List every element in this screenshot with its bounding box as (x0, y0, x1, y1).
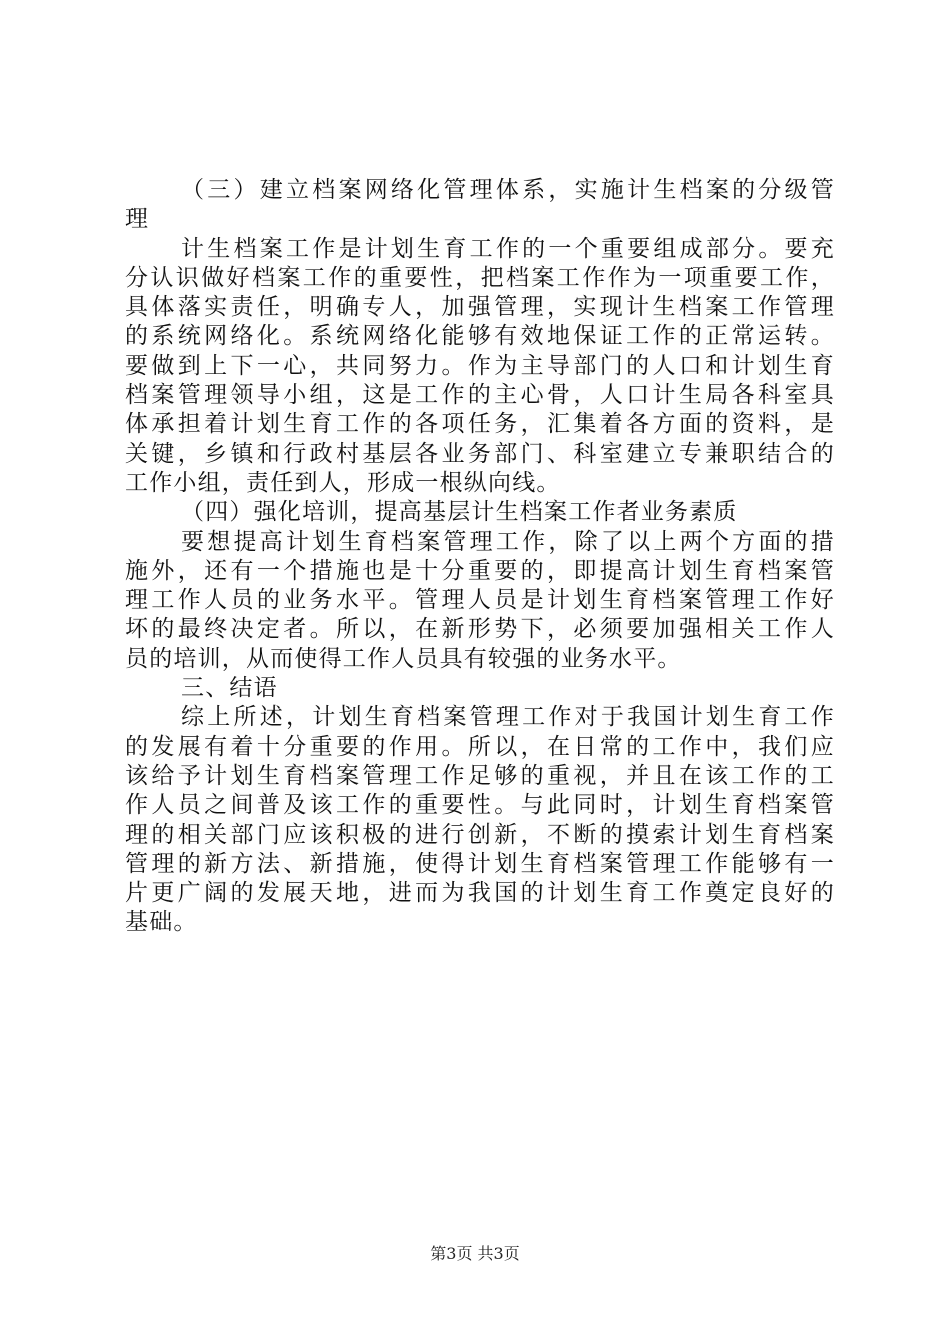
text-line: 理 (125, 206, 150, 233)
heading-4 (125, 498, 835, 527)
text-line: 施外，还有一个措施也是十分重要的，即提高计划生育档案管 (125, 557, 835, 584)
text-line: 分认识做好档案工作的重要性，把档案工作作为一项重要工作， (125, 264, 835, 291)
page-number-label: 第3页 共3页 (430, 1244, 520, 1263)
text-line: 基础。 (125, 909, 198, 936)
paragraph-3 (125, 235, 835, 499)
text-line: 作人员之间普及该工作的重要性。与此同时，计划生育档案管 (125, 792, 835, 819)
text-line: 体承担着计划生育工作的各项任务，汇集着各方面的资料，是 (125, 411, 835, 438)
text-line: 的发展有着十分重要的作用。所以，在日常的工作中，我们应 (125, 733, 835, 760)
text-line: 工作小组，责任到人，形成一根纵向线。 (125, 469, 561, 496)
text-line: 理工作人员的业务水平。管理人员是计划生育档案管理工作好 (125, 587, 835, 614)
text-line: 档案管理领导小组，这是工作的主心骨，人口计生局各科室具 (125, 382, 835, 409)
text-line: 计生档案工作是计划生育工作的一个重要组成部分。要充 (181, 235, 835, 262)
text-line: 的系统网络化。系统网络化能够有效地保证工作的正常运转。 (125, 323, 835, 350)
text-line: 坏的最终决定者。所以，在新形势下，必须要加强相关工作人 (125, 616, 835, 643)
page-footer (0, 1244, 950, 1264)
text-line: （四）强化培训，提高基层计生档案工作者业务素质 (181, 499, 738, 526)
document-body (125, 176, 835, 938)
paragraph-4 (125, 528, 835, 674)
text-line: 要做到上下一心，共同努力。作为主导部门的人口和计划生育 (125, 352, 835, 379)
text-line: 三、结语 (181, 675, 278, 702)
text-line: 关键，乡镇和行政村基层各业务部门、科室建立专兼职结合的 (125, 440, 835, 467)
text-line: （三）建立档案网络化管理体系，实施计生档案的分级管 (181, 177, 835, 203)
heading-conclusion (125, 674, 835, 703)
text-line: 片更广阔的发展天地，进而为我国的计划生育工作奠定良好的 (125, 880, 835, 907)
paragraph-conclusion (125, 703, 835, 937)
text-line: 要想提高计划生育档案管理工作，除了以上两个方面的措 (181, 528, 835, 555)
text-line: 员的培训，从而使得工作人员具有较强的业务水平。 (125, 645, 682, 672)
text-line: 该给予计划生育档案管理工作足够的重视，并且在该工作的工 (125, 762, 835, 789)
text-line: 具体落实责任，明确专人，加强管理，实现计生档案工作管理 (125, 294, 835, 321)
text-line: 综上所述，计划生育档案管理工作对于我国计划生育工作 (181, 704, 835, 731)
text-line: 管理的新方法、新措施，使得计划生育档案管理工作能够有一 (125, 850, 835, 877)
text-line: 理的相关部门应该积极的进行创新，不断的摸索计划生育档案 (125, 821, 835, 848)
heading-3 (125, 176, 835, 235)
